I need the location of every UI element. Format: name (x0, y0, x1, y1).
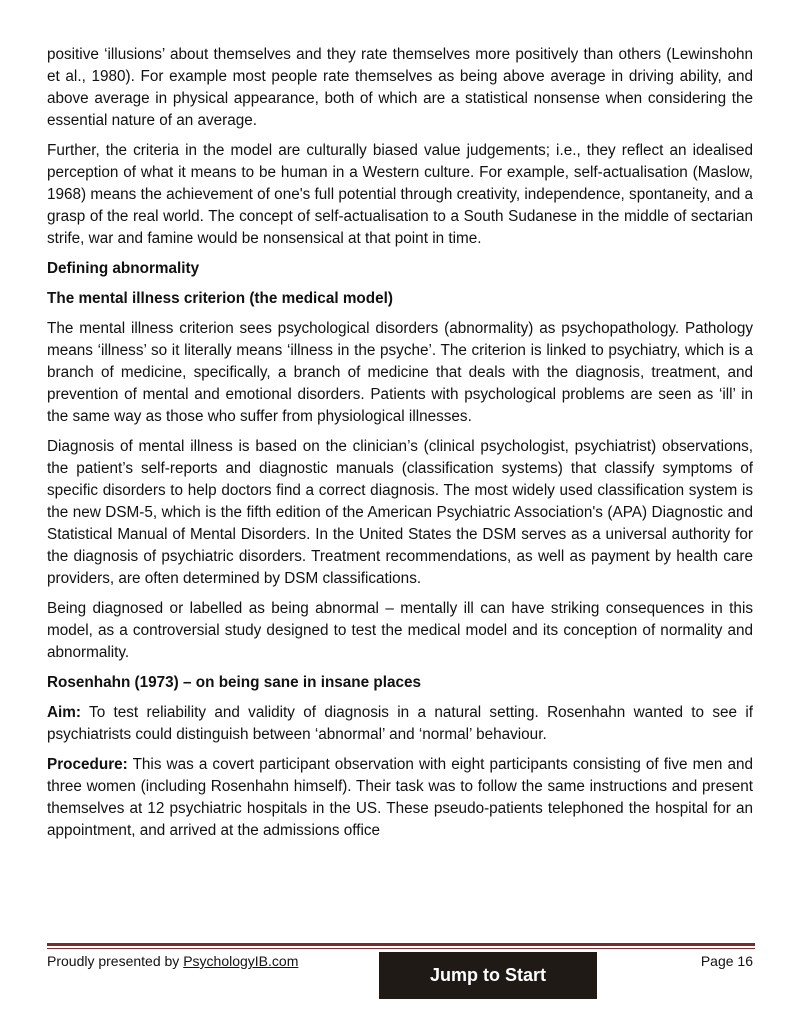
footer-credit-prefix: Proudly presented by (47, 953, 184, 969)
page-number: Page 16 (700, 953, 753, 969)
footer-divider-thin (47, 948, 755, 949)
paragraph-illusions: positive ‘illusions’ about themselves and they rate themselves more positively than others (Lewinshohn et al., 1980). For example most people rate themselves as being above average in driving ability, and above average in physical appearance, both of which are a statistical nonsense when considering the essential nature of an average. (47, 46, 753, 129)
heading-mental-illness-criterion: The mental illness criterion (the medical model) (47, 290, 393, 307)
aim-label: Aim: (47, 704, 81, 721)
paragraph-aim (47, 702, 753, 746)
heading-defining-abnormality: Defining abnormality (47, 260, 200, 277)
site-link[interactable]: PsychologyIB.com (183, 953, 299, 969)
paragraph-mental-illness: The mental illness criterion sees psychological disorders (abnormality) as psychopathology. Pathology means ‘illness’ so it literally means ‘illness in the psyche’. The criterion is linked to psychiatry, which is a branch of medicine, specifically, a branch of medicine that deals with the diagnosis, treatment, and prevention of mental and emotional disorders. Patients with psychological problems are seen as ‘ill’ in the same way as those who suffer from physiological illnesses. (47, 320, 753, 425)
procedure-text: This was a covert participant observation with eight participants consisting of five men and three women (including Rosenhahn himself). Their task was to follow the same instructions and present themselves at 12 psychiatric hospitals in the US. These pseudo-patients telephoned the hospital for an appointment, and arrived at the admissions office (47, 756, 753, 839)
paragraph-procedure (47, 754, 753, 842)
paragraph-cultural-bias: Further, the criteria in the model are culturally biased value judgements; i.e., they reflect an idealised perception of what it means to be human in a Western culture. For example, self-actualisation (Maslow, 1968) means the achievement of one's full potential through creativity, independence, spontaneity, and a grasp of the real world. The concept of self-actualisation to a South Sudanese in the middle of sectarian strife, war and famine would be nonsensical at that point in time. (47, 142, 753, 247)
footer-credit (47, 952, 298, 970)
aim-text: To test reliability and validity of diagnosis in a natural setting. Rosenhahn wanted to see if psychiatrists could distinguish between ‘abnormal’ and ‘normal’ behaviour. (47, 704, 753, 743)
document-body (47, 44, 753, 850)
paragraph-labelling: Being diagnosed or labelled as being abnormal – mentally ill can have striking consequences in this model, as a controversial study designed to test the medical model and its conception of normality and abnormality. (47, 600, 753, 661)
jump-to-start-button[interactable]: Jump to Start (379, 952, 597, 999)
procedure-label: Procedure: (47, 756, 128, 773)
footer-divider-thick (47, 943, 755, 946)
paragraph-diagnosis: Diagnosis of mental illness is based on the clinician’s (clinical psychologist, psychiatrist) observations, the patient’s self-reports and diagnostic manuals (classification systems) that classify symptoms of specific disorders to help doctors find a correct diagnosis. The most widely used classification system is the new DSM-5, which is the fifth edition of the American Psychiatric Association's (APA) Diagnostic and Statistical Manual of Mental Disorders. In the United States the DSM serves as a universal authority for the diagnosis of psychiatric disorders. Treatment recommendations, as well as payment by health care providers, are often determined by DSM classifications. (47, 438, 753, 587)
heading-rosenhahn: Rosenhahn (1973) – on being sane in insane places (47, 674, 422, 691)
